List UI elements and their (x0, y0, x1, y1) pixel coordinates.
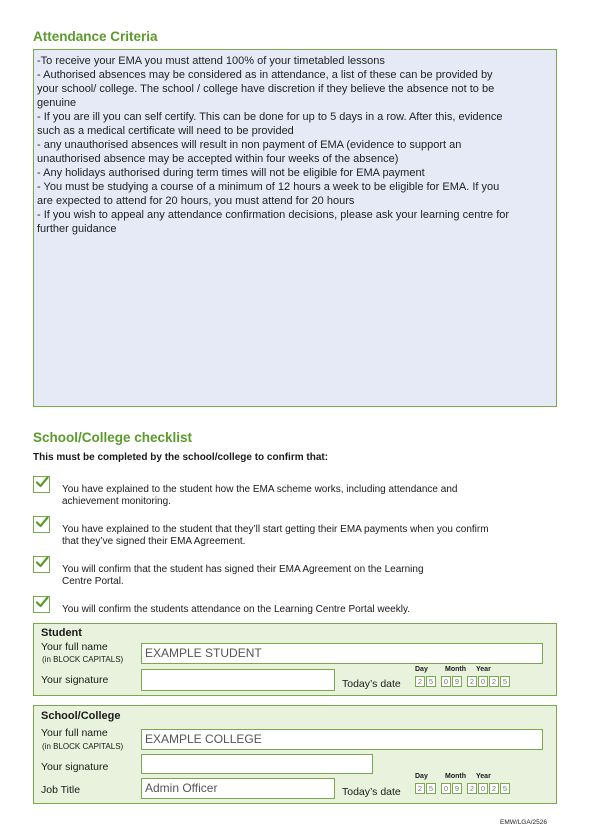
attendance-criteria-line: - You must be studying a course of a minimum of 12 hours a week to be eligible for EMA. If you (37, 181, 500, 193)
date-digit-box[interactable]: 0 (478, 783, 488, 794)
attendance-criteria-line: your school/ college. The school / college have discretion if they believe the absence not to be (37, 83, 495, 95)
college-signature-field[interactable] (141, 754, 373, 774)
student-full-name-label: Your full name (41, 641, 108, 653)
student-date-field[interactable] (415, 676, 510, 687)
date-digit-box[interactable]: 0 (441, 783, 451, 794)
student-signature-field[interactable] (141, 669, 335, 691)
college-full-name-label: Your full name (41, 727, 108, 739)
checklist-checkbox[interactable] (33, 556, 50, 573)
attendance-criteria-line: - Any holidays authorised during term times will not be eligible for EMA payment (37, 167, 425, 179)
date-digit-box[interactable]: 2 (467, 676, 477, 687)
attendance-criteria-line: further guidance (37, 223, 117, 235)
college-job-title-field[interactable]: Admin Officer (141, 778, 335, 799)
college-date-label: Today’s date (342, 786, 401, 798)
college-year-header: Year (476, 773, 491, 780)
college-full-name-field[interactable]: EXAMPLE COLLEGE (141, 729, 543, 750)
date-digit-box[interactable]: 9 (452, 676, 462, 687)
date-digit-box[interactable]: 0 (441, 676, 451, 687)
date-digit-box[interactable]: 2 (489, 783, 499, 794)
attendance-criteria-line: - any unauthorised absences will result in non payment of EMA (evidence to support an (37, 139, 462, 151)
attendance-criteria-line: such as a medical certificate will need to be provided (37, 125, 294, 137)
checklist-heading: School/College checklist (33, 430, 193, 445)
student-month-header: Month (445, 666, 466, 673)
student-signature-label: Your signature (41, 674, 109, 686)
attendance-criteria-line: genuine (37, 97, 77, 109)
form-reference-code: EMW/LGA/2526 (500, 819, 547, 826)
checklist-item-text (62, 564, 424, 588)
student-panel-title: Student (41, 627, 82, 639)
checkmark-icon (35, 595, 49, 614)
student-panel (33, 623, 557, 696)
college-signature-label: Your signature (41, 761, 109, 773)
student-year-header: Year (476, 666, 491, 673)
checklist-item-line: that they’ve signed their EMA Agreement. (62, 536, 246, 547)
college-job-title-label: Job Title (41, 784, 81, 796)
checklist-checkbox[interactable] (33, 516, 50, 533)
checklist-item-text (62, 524, 489, 548)
date-digit-box[interactable]: 2 (415, 783, 425, 794)
checklist-item-line: achievement monitoring. (62, 496, 171, 507)
college-panel-title: School/College (41, 710, 121, 722)
checklist-item-line: You have explained to the student that they’ll start getting their EMA payments when you confirm (62, 524, 489, 535)
date-digit-box[interactable]: 0 (478, 676, 488, 687)
checklist-item-line: Centre Portal. (62, 576, 124, 587)
date-digit-box[interactable]: 9 (452, 783, 462, 794)
checklist-item-text (62, 484, 457, 508)
college-full-name-sublabel: (in BLOCK CAPITALS) (42, 742, 124, 751)
checklist-checkbox[interactable] (33, 476, 50, 493)
college-month-header: Month (445, 773, 466, 780)
checklist-item-line: You have explained to the student how the EMA scheme works, including attendance and (62, 484, 458, 495)
checkmark-icon (35, 555, 49, 574)
college-date-field[interactable] (415, 783, 510, 794)
checklist-item-text (62, 604, 410, 616)
student-date-label: Today’s date (342, 678, 401, 690)
checklist-checkbox[interactable] (33, 596, 50, 613)
attendance-criteria-line: -To receive your EMA you must attend 100% of your timetabled lessons (37, 55, 385, 67)
attendance-heading: Attendance Criteria (33, 29, 158, 44)
date-digit-box[interactable]: 5 (426, 676, 436, 687)
attendance-criteria-line: unauthorised absence may be accepted within four weeks of the absence) (37, 153, 399, 165)
checklist-subheading: This must be completed by the school/college to confirm that: (33, 452, 329, 463)
checkmark-icon (35, 515, 49, 534)
student-day-header: Day (415, 666, 428, 673)
checklist-item-line: You will confirm that the student has signed their EMA Agreement on the Learning (62, 564, 424, 575)
date-digit-box[interactable]: 5 (426, 783, 436, 794)
date-digit-box[interactable]: 5 (500, 676, 510, 687)
attendance-criteria-line: - If you are ill you can self certify. This can be done for up to 5 days in a row. After this, evidence (37, 111, 503, 123)
college-panel (33, 705, 557, 804)
date-digit-box[interactable]: 5 (500, 783, 510, 794)
attendance-criteria-line: - Authorised absences may be considered as in attendance, a list of these can be provided by (37, 69, 493, 81)
attendance-criteria-text (34, 50, 556, 240)
checklist-item-line: You will confirm the students attendance on the Learning Centre Portal weekly. (62, 604, 410, 615)
date-digit-box[interactable]: 2 (415, 676, 425, 687)
student-full-name-sublabel: (in BLOCK CAPITALS) (42, 655, 124, 664)
attendance-criteria-box[interactable] (33, 49, 557, 407)
student-full-name-field[interactable]: EXAMPLE STUDENT (141, 643, 543, 664)
attendance-criteria-line: are expected to attend for 20 hours, you must attend for 20 hours (37, 195, 355, 207)
date-digit-box[interactable]: 2 (489, 676, 499, 687)
college-day-header: Day (415, 773, 428, 780)
attendance-criteria-line: - If you wish to appeal any attendance confirmation decisions, please ask your learning centre for (37, 209, 510, 221)
checkmark-icon (35, 475, 49, 494)
date-digit-box[interactable]: 2 (467, 783, 477, 794)
